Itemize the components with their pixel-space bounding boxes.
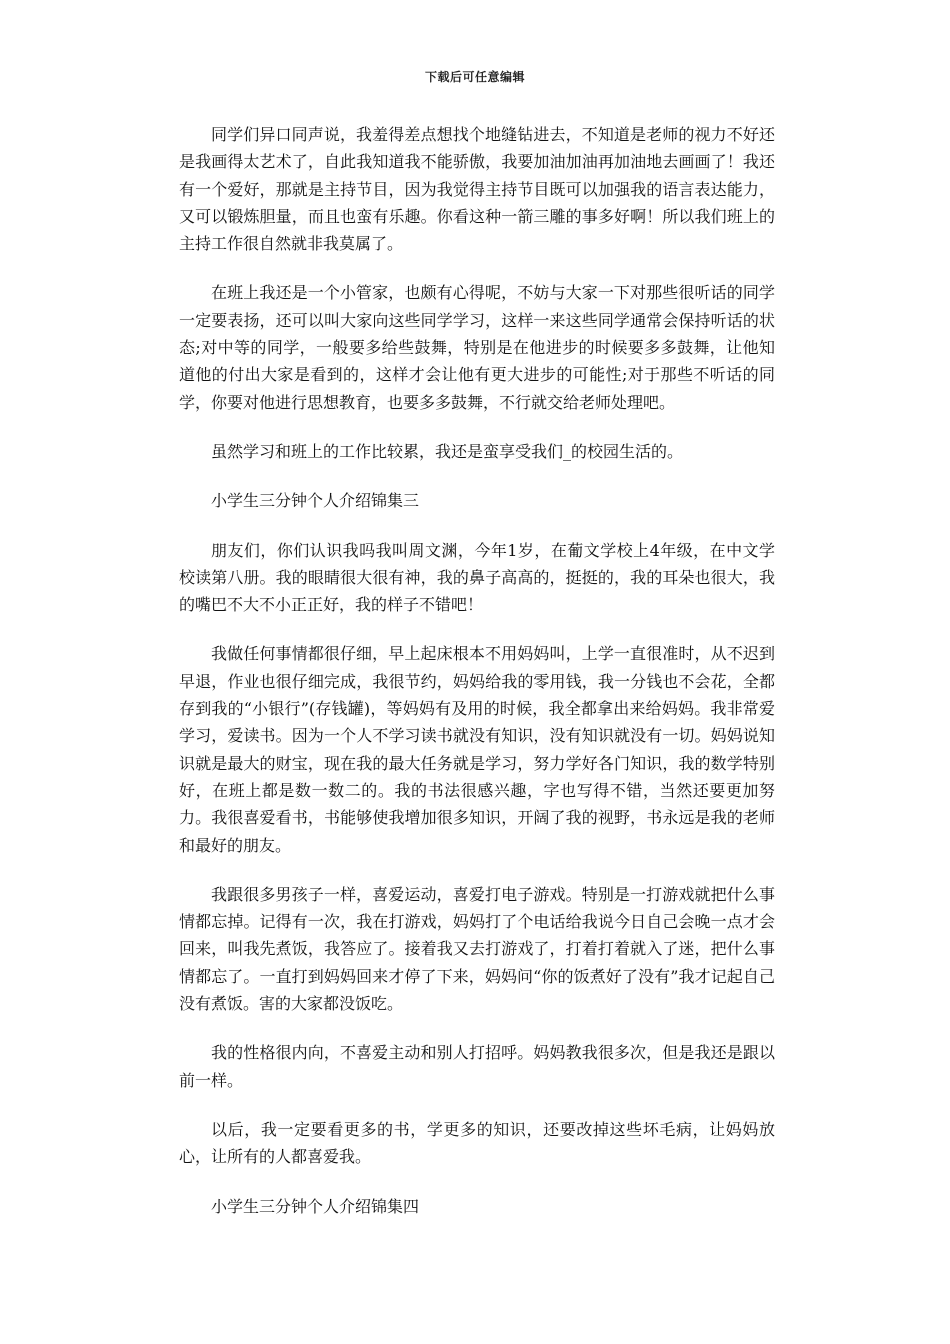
paragraph-hosting-hobby: 同学们异口同声说，我羞得差点想找个地缝钻进去，不知道是老师的视力不好还是我画得太艺术了，自此我知道我不能骄傲，我要加油加油再加油地去画画了！我还有一个爱好，那就是主持节目，因为我觉得主持节目既可以加强我的语言表达能力，又可以锻炼胆量，而且也蛮有乐趣。你看这种一箭三雕的事多好啊！所以我们班上的主持工作很自然就非我莫属了。	[179, 125, 775, 254]
section-heading-three: 小学生三分钟个人介绍锦集三	[211, 491, 420, 511]
paragraph-future: 以后，我一定要看更多的书，学更多的知识，还要改掉这些坏毛病，让妈妈放心，让所有的人都喜爱我。	[179, 1119, 775, 1167]
page-header-note: 下载后可任意编辑	[424, 70, 525, 84]
paragraph-class-manager: 在班上我还是一个小管家，也颇有心得呢，不妨与大家一下对那些很听话的同学一定要表扬，还可以叫大家向这些同学学习，这样一来这些同学通常会保持听话的状态;对中等的同学，一般要多给些鼓舞，特别是在他进步的时候要多多鼓舞，让他知道他的付出大家是看到的，这样才会让他有更大进步的可能性;对于那些不听话的同学，你要对他进行思想教育，也要多多鼓舞，不行就交给老师处理吧。	[179, 283, 775, 412]
document-body	[179, 121, 775, 1242]
paragraph-careful-habits: 我做任何事情都很仔细，早上起床根本不用妈妈叫，上学一直很准时，从不迟到早退，作业也很仔细完成，我很节约，妈妈给我的零用钱，我一分钱也不会花，全都存到我的“小银行”(存钱罐)，等妈妈有及用的时候，我全都拿出来给妈妈。我非常爱学习，爱读书。因为一个人不学习读书就没有知识，没有知识就没有一切。妈妈说知识就是最大的财宝，现在我的最大任务就是学习，努力学好各门知识，我的数学特别好，在班上都是数一数二的。我的书法很感兴趣，字也写得不错，当然还要更加努力。我很喜爱看书，书能够使我增加很多知识，开阔了我的视野，书永远是我的老师和最好的朋友。	[179, 644, 775, 855]
paragraph-school-life: 虽然学习和班上的工作比较累，我还是蛮享受我们_的校园生活的。	[211, 441, 684, 461]
paragraph-self-intro: 朋友们，你们认识我吗我叫周文渊，今年1岁，在葡文学校上4年级，在中文学校读第八册。我的眼睛很大很有神，我的鼻子高高的，挺挺的，我的耳朵也很大，我的嘴巴不大不小正正好，我的样子不错吧！	[179, 540, 775, 615]
paragraph-personality: 我的性格很内向，不喜爱主动和别人打招呼。妈妈教我很多次，但是我还是跟以前一样。	[179, 1043, 775, 1090]
paragraph-games: 我跟很多男孩子一样，喜爱运动，喜爱打电子游戏。特别是一打游戏就把什么事情都忘掉。记得有一次，我在打游戏，妈妈打了个电话给我说今日自己会晚一点才会回来，叫我先煮饭，我答应了。接着我又去打游戏了，打着打着就入了迷，把什么事情都忘了。一直打到妈妈回来才停了下来，妈妈问“你的饭煮好了没有”我才记起自己没有煮饭。害的大家都没饭吃。	[179, 884, 775, 1014]
section-heading-four: 小学生三分钟个人介绍锦集四	[211, 1196, 420, 1216]
